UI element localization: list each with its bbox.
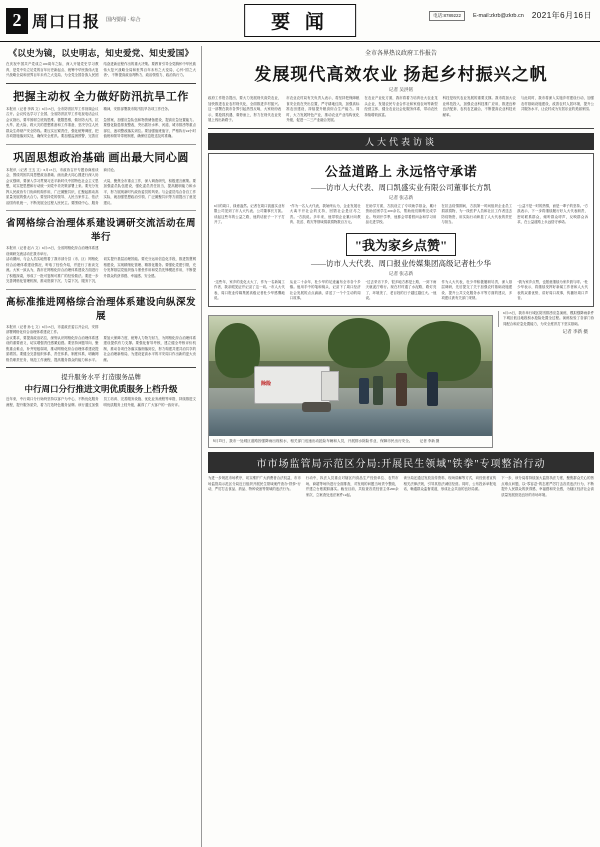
interview-1: [208, 153, 594, 307]
paper-name: 周口日报: [32, 14, 101, 31]
bottom-col-1: 行动中，执法人员重点对辖区内食品生产经营单位、农贸市场、商超等场所进行全面排查，对发现的问题当场责令整改，并建立台账跟踪落实。截至目前，共检查各类经营主体200余家次，立案查处违法案件12起。: [305, 476, 399, 497]
interview1-headline: 公益道路上 永远恪守承诺: [324, 163, 478, 179]
lead-col-4: 与此同时，我市将深入实施乡村建设行动，加强农村基础设施建设，改善农村人居环境，提升公共服务水平，让农村成为安居乐业的美丽家园。: [520, 96, 595, 112]
rescue-truck: [254, 366, 330, 404]
page-body: [0, 42, 600, 847]
article-subtitle-4: 中行周口分行推进文明优质服务上档升级: [24, 384, 178, 395]
lead-story: [208, 46, 594, 124]
contact-email: E-mail:zkrb@zkrb.cn: [473, 12, 524, 19]
photo-person-4: [427, 372, 438, 406]
interview1-col-2: 在助学方面，方凯设立了专项助学基金，累计资助贫困学生200余名，帮助他们顺利完成学业。每到开学季，他都会带着慰问金和学习用品走进学校。: [365, 203, 437, 225]
page-number: 2: [6, 8, 28, 34]
lead-headline: 发展现代高效农业 扬起乡村振兴之帆: [254, 65, 548, 84]
article-title-1: 巩固思想政治基础 画出最大同心圆: [13, 151, 189, 164]
photo-water: [209, 409, 492, 435]
topper-title: 《以史为镜，以史明志，知史爱党、知史爱国》: [8, 48, 194, 58]
lead-byline: 记者 吴洪铭: [388, 87, 414, 92]
lead-kicker: 全市各界热议政府工作报告: [364, 51, 437, 57]
interview2-headline: "我为家乡点赞": [346, 233, 456, 256]
bottom-col-0: 为进一步规范市场秩序，切实维护广大消费者合法权益，市市场监管局示范区分局近日组织开展民生领域案件查办"铁拳"行动，严厉打击食品、药品、特种设备等领域的违法行为。: [208, 476, 301, 492]
article-dateline-0: 本报讯（记者 李四 文）6月15日，全市防汛抗旱工作视频会议召开。会议传达学习了全国、全省防汛抗旱工作电视电话会议精神，安排部署我市防汛抗旱各项工作任务。: [6, 106, 172, 117]
photo-tree-1: [215, 323, 260, 378]
interview1-col-1: "作为一名人大代表，我始终认为，企业发展壮大离不开社会的支持，回馈社会是应尽之责。"方凯说。多年来，他带领企业累计向教育、扶贫、救灾等领域捐款捐物数百万元。: [289, 203, 361, 225]
lead-col-1: 市农业农村局有关负责人表示，将坚持把保障粮食安全放在突出位置，严守耕地红线，加强高标准农田建设，持续提升粮食综合生产能力。同时，大力发展特色产业，推动农业产业结构优化升级，促进一二三产业融合发展。: [286, 96, 360, 123]
section-label: 国内要闻 · 综合: [106, 16, 141, 23]
article-title-4: 提升服务水平 打造服务品牌: [61, 374, 141, 382]
interview1-col-4: "公益不是一时的热情，而是一辈子的坚持。"方凯表示，下一步将继续履行好人大代表职责，密切联系群众，倾听群众呼声，反映群众诉求，在公益道路上永远恪守承诺。: [517, 203, 588, 225]
article-title-0: 把握主动权 全力做好防汛抗旱工作: [13, 90, 189, 103]
photo-block: [208, 311, 493, 449]
bottom-col-3: 下一步，该分局将持续加大监管执法力度，聚焦群众关心的热点难点问题，以"零容忍"的态度严厉打击各类违法行为，不断提升人民群众的获得感、幸福感和安全感，为辖区经济社会高质量发展营造良好的市场环境。: [501, 476, 594, 497]
interview2-col-4: "我为家乡点赞，也愿意继续为家乡鼓与呼。"杜少华表示，将继续发挥好新闻工作者和人大代表的双重优势，讲好周口故事，传播好周口声音。: [517, 279, 588, 301]
photo-person-1: [359, 378, 369, 404]
interview2-col-0: "这些年，家乡的变化太大了，作为一名新闻工作者，我亲眼见证并记录了这一切。"市人大代表、周口报业传媒集团高级记者杜少华感慨地说。: [214, 279, 285, 301]
flood-rescue-photo: [209, 316, 492, 436]
photo-sidebar: [498, 311, 594, 449]
lead-col-2: 在农业产业化方面，我市将着力培育壮大农业龙头企业，发展农民专业合作社和家庭农场等新型经营主体，健全农业社会化服务体系，带动农民持续增收致富。: [364, 96, 438, 117]
photo-caption: 6月15日，我市一处城区道路因强降雨出现积水，相关部门迅速出动抢险车辆和人员，开展排水除险作业，保障市民出行安全。 记者 李新 摄: [213, 438, 440, 443]
interview2-col-2: "过去采访下乡，很多地方都是土路，一到下雨天就泥泞难行。现在村村通了水泥路，路灯亮了，环境美了，老百姓的日子越过越红火。"他说。: [365, 279, 437, 301]
interview-section: [208, 133, 594, 307]
photo-tree-3: [407, 321, 481, 381]
photo-debris: [302, 402, 330, 412]
photo-sidebar-byline: 记者 李新 摄: [562, 329, 588, 335]
article-body-3: 会议要求，要提高政治站位，深刻认识网格化综合治理体系建设的重要意义，切实增强责任感紧迫感。要坚持问题导向，聚焦重点难点，补齐短板弱项，推动网格化综合治理体系建设提质增效。要健全完善组织体系、责任体系、制度体系，明确网格员职责任务，规范工作流程，提高服务群众的能力和水平。要加大保障力度，统筹人力物力财力，为网格化综合治理体系建设提供有力支撑。要强化督导考核，建立健全考核评价机制，推动各项任务落实落细落到位，努力构建共建共治共享的社会治理新格局，为建设更高水平的平安周口作出新的更大贡献。: [6, 335, 196, 362]
bottom-col-2: 该分局还通过发放宣传资料、现场讲解等方式，向经营者宣传相关法律法规，引导其依法诚信经营。同时，公布投诉举报电话，畅通群众监督渠道，形成社会共治的良好局面。: [403, 476, 497, 492]
right-section: [202, 46, 594, 847]
contact-phone: 电话:8789222: [429, 11, 465, 21]
bottom-article: [208, 476, 594, 498]
photo-person-3: [396, 373, 407, 405]
article-dateline-1: 本报讯（记者 王五 文）6月15日，市政协召开专题协商座谈会，围绕巩固共同思想政治基础、画出最大同心圆进行深入协商讨论。: [6, 167, 118, 178]
interview2-col-1: 从业二十余年，杜少华的足迹遍布全市各个乡镇。他用手中的笔和镜头，记录下了周口经济社会发展的点点滴滴，讲述了一个个生动的周口故事。: [289, 279, 361, 301]
topper-body: 在庆祝中国共产党成立100周年之际，深入开展党史学习教育，是党中央立足党的百年历史新起点、统筹中华民族伟大复兴战略全局和世界百年未有之大变局、为全党全国各族人民团结奋进新征程作出的重大决策。要教育引导全党胸怀中华民族伟大复兴战略全局和世界百年未有之大变局，心怀"国之大者"，不断提高政治判断力、政治领悟力、政治执行力。: [6, 62, 196, 78]
masthead: [0, 0, 600, 42]
article-body-2: 活动期间，与会人员实地察看了我市部分县（市、区）网格化综合治理体系建设情况，听取了经验介绍，并进行了座谈交流。大家一致认为，我市在网格化综合治理体系建设方面进行了积极探索，形成了一批可复制可推广的经验做法。要进一步完善网格化管理机制，推动资源下沉、力量下沉、服务下沉，切实提升基层治理效能。要充分运用信息化手段，推进智慧网格建设，实现精细化管理、精准化服务。要强化党建引领，充分发挥基层党组织战斗堡垒作用和党员先锋模范作用，不断提升群众的获得感、幸福感、安全感。: [6, 257, 196, 284]
interview1-col-0: 6月的周口，绿意盎然。记者在周口凯盛实业有限公司见到了市人大代表、公司董事长方凯。谈起这些年的公益之路，他的话匣子一下子打开了。: [214, 203, 285, 225]
article-dateline-2: 本报讯（记者 赵六 文）6月15日，全省网格化综合治理体系建设调研交流活动在我市举行。: [6, 246, 99, 256]
truck-cab: [321, 371, 339, 401]
article-title-3: 高标准推进网格综合治理体系建设向纵深发展: [6, 297, 197, 322]
article-body-4: 近年来，中行周口分行始终坚持以客户为中心，不断优化服务流程，提升服务质效，着力打造特色服务品牌。该行通过加强员工培训、完善服务设施、优化业务流程等举措，持续推进文明优质服务上档升级，赢得了广大客户的一致好评。: [6, 397, 196, 407]
article-title-2: 省网格综合治理体系建设调研交流活动在周举行: [6, 219, 197, 244]
interview1-col-3: 在抗击疫情期间，方凯第一时间组织企业员工捐款捐物，为一线医护人员和社区工作者送去防疫物资，用实际行动彰显了人大代表的责任与担当。: [441, 203, 513, 225]
article-body-0: 会议指出，要牢固树立底线思维、极限思维，做好防大汛、抗大旱、抢大险、救大灾的思想准备和工作准备，坚决守住人民群众生命财产安全防线。要压实压紧责任，强化统筹调度，把各项措施落到实处，确保安全度汛。要加强监测预警，完善应急预案，加强应急队伍和物资储备建设，提高应急处置能力。要强化隐患排查整改，突出抓好水库、河道、城市排涝等重点部位，逐项整改落实到位。要加强值班值守，严格执行24小时值班和领导带班制度，确保信息报送及时准确。: [6, 117, 196, 139]
photo-tree-2: [328, 318, 390, 368]
left-column: [6, 46, 202, 847]
photo-sidebar-body: 6月15日，我市举行城区防汛排涝应急演练，模拟强降雨条件下城区低洼地段积水抢险处置全过程。演练检验了各部门协同配合和应急处置能力，为安全度汛打下坚实基础。: [498, 311, 594, 327]
masthead-info: [429, 10, 592, 21]
photo-row: [208, 311, 594, 449]
lead-col-3: 科技是现代农业发展的重要支撑。我市将加大农业科技投入，加强农业科技推广应用，推进良种良法配套、农机农艺融合，不断提高农业科技贡献率。: [442, 96, 516, 117]
interview2-col-3: 作为人大代表，杜少华积极履职尽责，深入基层调研，先后提交了关于加强农村基础设施建设、提升公共文化服务水平等方面的建议，多项建议被有关部门采纳。: [441, 279, 513, 301]
interview2-deck: ——访市人大代表、周口报业传媒集团高级记者杜少华: [311, 258, 491, 268]
page-title: 要 闻: [244, 4, 356, 37]
article-dateline-3: 本报讯（记者 孙七 文）6月15日，市委政法委召开会议，安排部署网格化综合治理体系建设工作。: [6, 324, 99, 335]
interview-banner: 人大代表访谈: [208, 133, 594, 150]
bottom-banner: 市市场监管局示范区分局:开展民生领域"铁拳"专项整治行动: [208, 452, 594, 473]
interview1-deck: ——访市人大代表、周口凯盛实业有限公司董事长方凯: [311, 182, 491, 192]
article-body-1: 会议强调，要深入学习贯彻习近平新时代中国特色社会主义思想，切实把思想和行动统一到党中央决策部署上来。要充分发挥人民政协专门协商机构作用，广泛凝聚共识，汇聚起推动高质量发展的强大合力。要坚持党的领导、人民当家作主、依法治国有机统一，不断发展全过程人民民主。要围绕中心、服务大局，聚焦全市重点工作，深入调查研究，积极建言献策。要加强委员队伍建设，强化委员责任担当，提高履职能力和水平，努力展现新时代政协委员的风采。与会委员结合各自工作实际，就加强思想政治引领、广泛凝聚共识等方面提出了意见建议。: [6, 178, 196, 205]
photo-person-2: [373, 376, 383, 405]
interview2-byline: 记者 张志新: [388, 270, 414, 276]
lead-col-0: 政府工作报告提出，要大力发展现代高效农业，加快推进农业农村现代化，全面推进乡村振兴。这一部署在我市各界引起热烈反响，大家纷纷表示，要抢抓机遇、乘势而上，努力在现代农业发展上闯出新路子。: [208, 96, 282, 123]
publication-date: 2021年6月16日: [531, 11, 592, 20]
interview1-byline: 记者 张志新: [388, 194, 414, 200]
truck-label: 除险: [261, 380, 272, 387]
